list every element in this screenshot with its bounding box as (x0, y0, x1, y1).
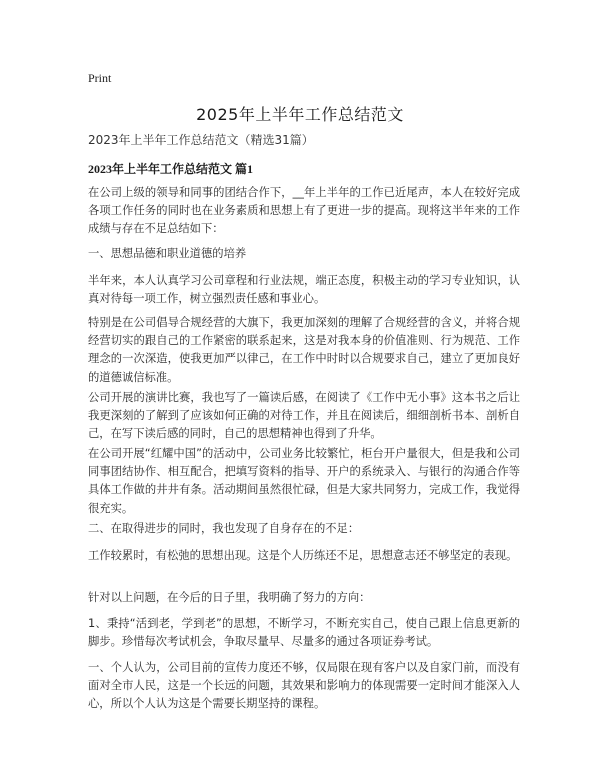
print-link[interactable]: Print (88, 71, 112, 85)
paragraph: 在公司上级的领导和同事的团结合作下，__年上半年的工作已近尾声，本人在较好完成各项工作任务的同时也在业务素质和思想上有了更进一步的提高。现将这半年来的工作成绩与存在不足总结如下： (88, 186, 520, 236)
paragraph: 1、秉持“活到老，学到老”的思想，不断学习，不断充实自己，使自己跟上信息更新的脚步。珍惜每次考试机会，争取尽量早、尽量多的通过各项证券考试。 (88, 617, 520, 649)
paragraph: 公司开展的演讲比赛，我也写了一篇读后感，在阅读了《工作中无小事》这本书之后让我更深刻的了解到了应该如何正确的对待工作，并且在阅读后，细细剖析书本、剖析自己，在写下读后感的同时，自己的思想精神也得到了升华。 (88, 391, 520, 441)
document-title: 2025年上半年工作总结范文 (196, 105, 404, 124)
paragraph: 半年来，本人认真学习公司章程和行业法规，端正态度，积极主动的学习专业知识，认真对待每一项工作，树立强烈责任感和事业心。 (88, 274, 520, 306)
paragraph: 针对以上问题，在今后的日子里，我明确了努力的方向： (88, 591, 371, 604)
paragraph: 特别是在公司倡导合规经营的大旗下，我更加深刻的理解了合规经营的含义，并将合规经营切实的跟自己的工作紧密的联系起来，这是对我本身的价值准则、行为规范、工作理念的一次深造，使我更加严以律己，在工作中时时以合规要求自己，建立了更加良好的道德诚信标准。 (88, 316, 520, 384)
section-heading: 2023年上半年工作总结范文 篇1 (88, 162, 254, 176)
paragraph: 工作较累时，有松弛的思想出现。这是个人历练还不足，思想意志还不够坚定的表现。 (88, 549, 518, 562)
paragraph: 一、思想品德和职业道德的培养 (88, 247, 247, 260)
paragraph: 一、个人认为，公司目前的宣传力度还不够，仅局限在现有客户以及自家门前，而没有面对全市人民，这是一个长远的问题，其效果和影响力的体现需要一定时间才能深入人心，所以个人认为这是个需要长期坚持的课程。 (88, 661, 520, 711)
paragraph: 在公司开展“红耀中国”的活动中，公司业务比较繁忙，柜台开户量很大，但是我和公司同事团结协作、相互配合，把填写资料的指导、开户的系统录入、与银行的沟通合作等具体工作做的井井有条。活动期间虽然很忙碌，但是大家共同努力，完成工作，我觉得很充实。 (88, 447, 520, 515)
paragraph: 二、在取得进步的同时，我也发现了自身存在的不足： (88, 522, 360, 535)
document-subtitle: 2023年上半年工作总结范文（精选31篇） (88, 133, 314, 147)
